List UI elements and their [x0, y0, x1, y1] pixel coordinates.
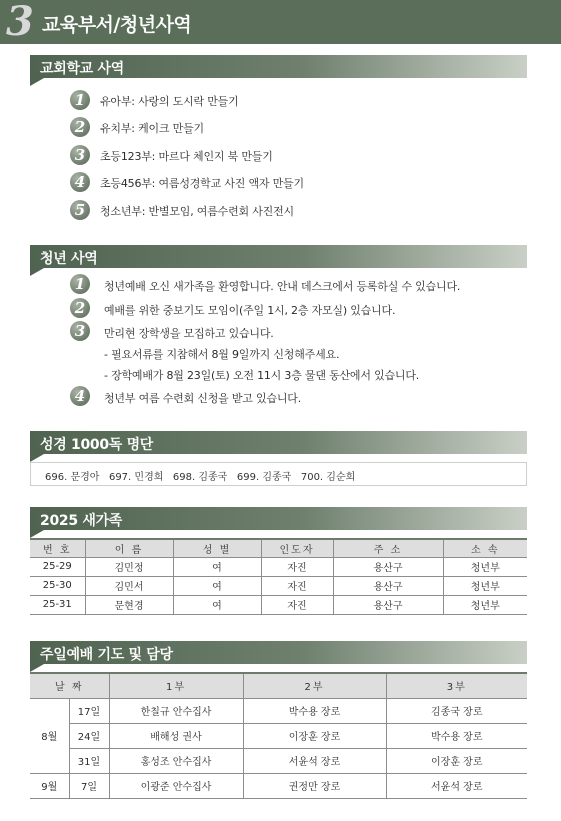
section-title: 청년 사역: [40, 251, 98, 267]
section-header-notch: [30, 530, 44, 538]
section-title: 주일예배 기도 및 담당: [40, 647, 173, 663]
table-cell: 김민정: [85, 557, 173, 576]
table-row: [30, 576, 527, 595]
number-badge-icon: 3: [70, 321, 90, 341]
section-header-youth: [30, 245, 527, 268]
bible-reader-list-box: [30, 462, 527, 486]
column-header: 1부: [109, 673, 243, 698]
table-cell: 여: [173, 576, 261, 595]
number-badge-icon: 4: [70, 386, 90, 406]
table-row: [30, 557, 527, 576]
table-cell: 문현경: [85, 595, 173, 614]
table-cell: 한칠규 안수집사: [109, 698, 243, 723]
bible-reader-entries: 696. 문경아 697. 민경희 698. 김종국 699. 김종국 700. 김순희: [45, 472, 356, 483]
table-cell: 박수용 장로: [243, 698, 386, 723]
page-title: 교육부서/청년사역: [42, 14, 192, 36]
section-title: 성경 1000독 명단: [40, 437, 154, 453]
day-cell: 31일: [69, 748, 109, 773]
section-header-notch: [30, 454, 44, 462]
number-badge-icon: 3: [70, 145, 90, 165]
table-row: [30, 723, 527, 748]
number-badge-icon: 2: [70, 298, 90, 318]
table-cell: 자진: [261, 557, 333, 576]
table-cell: 25-31: [30, 595, 85, 614]
table-cell: 서윤석 장로: [386, 773, 527, 798]
list-item: 만리현 장학생을 모집하고 있습니다.: [104, 327, 274, 340]
list-item: 청년부 여름 수련회 신청을 받고 있습니다.: [104, 392, 302, 405]
column-header: 인도자: [261, 539, 333, 557]
list-item-detail: - 장학예배가 8월 23일(토) 오전 11시 3층 물댄 동산에서 있습니다.: [104, 369, 420, 382]
table-cell: 배해성 권사: [109, 723, 243, 748]
table-cell: 박수용 장로: [386, 723, 527, 748]
table-cell: 용산구: [333, 557, 443, 576]
table-row: [30, 748, 527, 773]
day-cell: 24일: [69, 723, 109, 748]
table-row: [30, 595, 527, 614]
section-title: 교회학교 사역: [40, 61, 124, 77]
list-item: 초등456부: 여름성경학교 사진 액자 만들기: [100, 177, 304, 190]
section-header-notch: [30, 268, 44, 276]
table-row: [30, 698, 527, 723]
section-header-school: [30, 55, 527, 78]
table-cell: 여: [173, 595, 261, 614]
month-cell: 8월: [30, 698, 69, 773]
section-title: 2025 새가족: [40, 513, 123, 529]
column-header: 번 호: [30, 539, 85, 557]
list-item: 예배를 위한 중보기도 모임이(주일 1시, 2층 자모실) 있습니다.: [104, 304, 396, 317]
column-header: 2부: [243, 673, 386, 698]
table-cell: 이장훈 장로: [243, 723, 386, 748]
section-number: 3: [6, 0, 34, 45]
table-cell: 청년부: [443, 557, 527, 576]
new-family-table: [30, 538, 527, 615]
list-item: 유아부: 사랑의 도시락 만들기: [100, 95, 239, 108]
section-header-notch: [30, 664, 44, 672]
table-cell: 25-30: [30, 576, 85, 595]
table-cell: 서윤석 장로: [243, 748, 386, 773]
number-badge-icon: 1: [70, 90, 90, 110]
table-cell: 이장훈 장로: [386, 748, 527, 773]
section-header-newfamily: [30, 507, 527, 530]
list-item: 청소년부: 반별모임, 여름수련회 사진전시: [100, 205, 294, 218]
table-cell: 권정만 장로: [243, 773, 386, 798]
table-cell: 김종국 장로: [386, 698, 527, 723]
column-header: 이 름: [85, 539, 173, 557]
number-badge-icon: 4: [70, 172, 90, 192]
table-cell: 용산구: [333, 595, 443, 614]
day-cell: 17일: [69, 698, 109, 723]
section-header-prayer: [30, 641, 527, 664]
table-row: [30, 773, 527, 798]
table-cell: 자진: [261, 576, 333, 595]
table-cell: 용산구: [333, 576, 443, 595]
number-badge-icon: 2: [70, 117, 90, 137]
column-header: 성 별: [173, 539, 261, 557]
column-header: 소 속: [443, 539, 527, 557]
section-header-notch: [30, 78, 44, 86]
column-header: 3부: [386, 673, 527, 698]
number-badge-icon: 5: [70, 200, 90, 220]
table-cell: 홍성조 안수집사: [109, 748, 243, 773]
list-item: 초등123부: 마르다 체인지 북 만들기: [100, 150, 273, 163]
number-badge-icon: 1: [70, 274, 90, 294]
table-cell: 청년부: [443, 595, 527, 614]
table-header-row: [30, 539, 527, 557]
table-cell: 청년부: [443, 576, 527, 595]
day-cell: 7일: [69, 773, 109, 798]
month-cell: 9월: [30, 773, 69, 798]
table-header-row: [30, 673, 527, 698]
section-header-bible: [30, 431, 527, 454]
list-item: 청년예배 오신 새가족을 환영합니다. 안내 데스크에서 등록하실 수 있습니다.: [104, 280, 461, 293]
table-cell: 25-29: [30, 557, 85, 576]
column-header: 날 짜: [30, 673, 109, 698]
table-cell: 이광준 안수집사: [109, 773, 243, 798]
list-item-detail: - 필요서류를 지참해서 8월 9일까지 신청해주세요.: [104, 348, 340, 361]
column-header: 주 소: [333, 539, 443, 557]
prayer-schedule-table: [30, 672, 527, 799]
table-cell: 여: [173, 557, 261, 576]
table-cell: 김민서: [85, 576, 173, 595]
table-cell: 자진: [261, 595, 333, 614]
list-item: 유치부: 케이크 만들기: [100, 122, 204, 135]
